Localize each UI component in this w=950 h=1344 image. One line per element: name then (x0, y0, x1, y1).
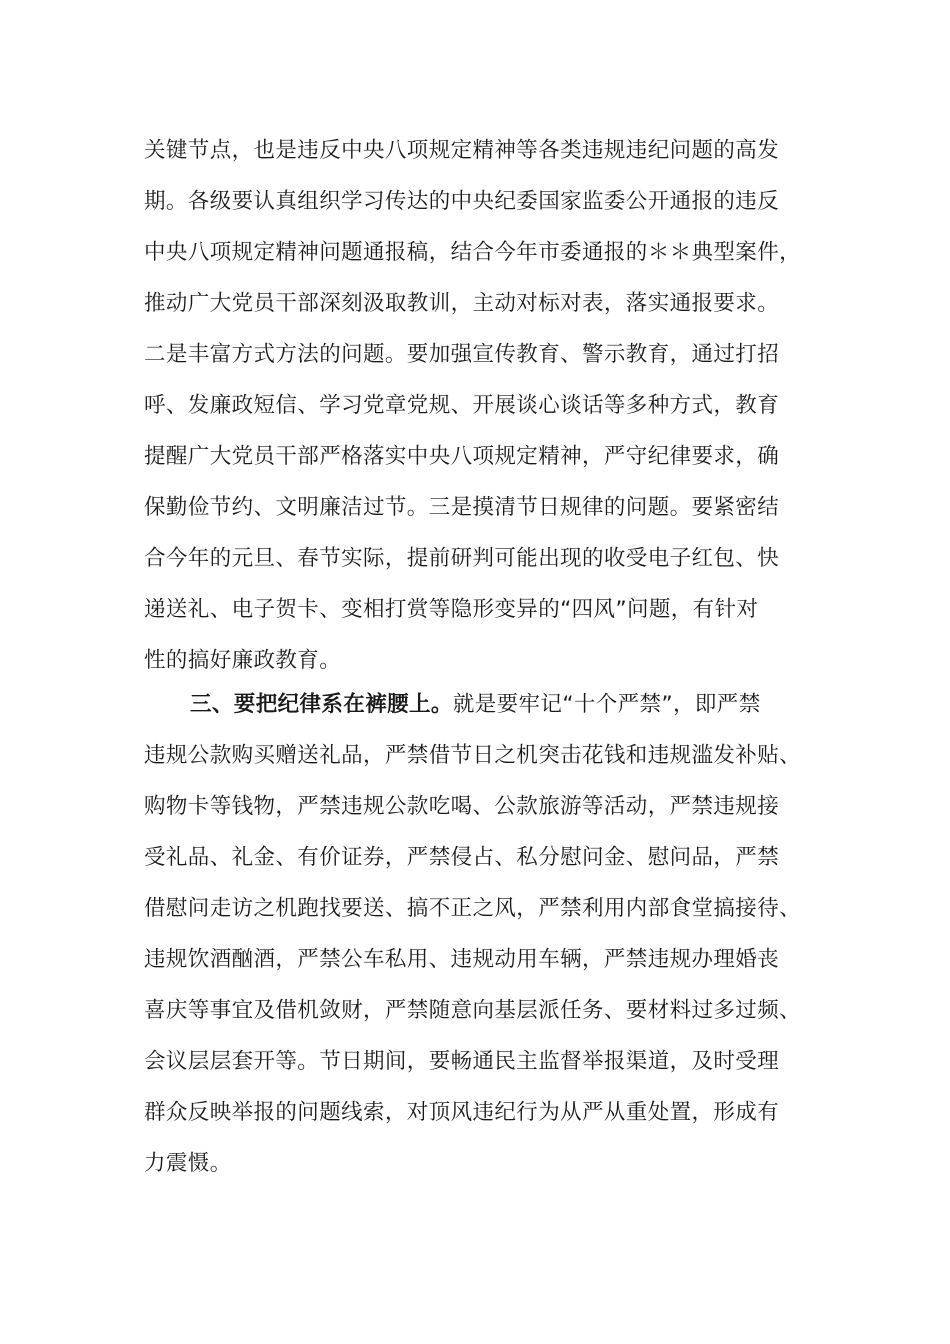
text-line: 购物卡等钱物，严禁违规公款吃喝、公款旅游等活动，严禁违规接 (144, 794, 780, 819)
text-line: 喜庆等事宜及借机敛财，严禁随意向基层派任务、要材料过多过频、 (144, 998, 802, 1023)
text-line: 呼、发廉政短信、学习党章党规、开展谈心谈话等多种方式，教育 (144, 393, 780, 418)
text-line: 保勤俭节约、文明廉洁过节。三是摸清节日规律的问题。要紧密结 (144, 495, 780, 520)
text-line: 中央八项规定精神问题通报稿，结合今年市委通报的＊＊典型案件， (144, 240, 802, 265)
text-line: 力震慑。 (144, 1151, 232, 1176)
text-line: 提醒广大党员干部严格落实中央八项规定精神，严守纪律要求，确 (144, 444, 780, 469)
text-line: 推动广大党员干部深刻汲取教训，主动对标对表，落实通报要求。 (144, 291, 780, 316)
text-line: 性的搞好廉政教育。 (144, 648, 342, 673)
text-line: 违规公款购买赠送礼品，严禁借节日之机突击花钱和违规滥发补贴、 (144, 743, 802, 768)
text-line: 借慰问走访之机跑找要送、搞不正之风，严禁利用内部食堂搞接待、 (144, 896, 802, 921)
paragraph-first-line (190, 690, 761, 720)
section-heading: 三、要把纪律系在裤腰上。 (190, 692, 453, 717)
text-line: 违规饮酒酗酒，严禁公车私用、违规动用车辆，严禁违规办理婚丧 (144, 947, 780, 972)
text-line: 群众反映举报的问题线索，对顶风违纪行为从严从重处置，形成有 (144, 1100, 780, 1125)
text-line: 受礼品、礼金、有价证券，严禁侵占、私分慰问金、慰问品，严禁 (144, 845, 780, 870)
text-run: 就是要牢记“十个严禁”，即严禁 (452, 692, 761, 717)
text-line: 合今年的元旦、春节实际，提前研判可能出现的收受电子红包、快 (144, 546, 780, 571)
text-line: 关键节点，也是违反中央八项规定精神等各类违规违纪问题的高发 (144, 138, 780, 163)
text-line: 期。各级要认真组织学习传达的中央纪委国家监委公开通报的违反 (144, 189, 780, 214)
text-line: 递送礼、电子贺卡、变相打赏等隐形变异的“四风”问题，有针对 (144, 597, 759, 622)
text-line: 二是丰富方式方法的问题。要加强宣传教育、警示教育，通过打招 (144, 342, 780, 367)
text-line: 会议层层套开等。节日期间，要畅通民主监督举报渠道，及时受理 (144, 1049, 780, 1074)
